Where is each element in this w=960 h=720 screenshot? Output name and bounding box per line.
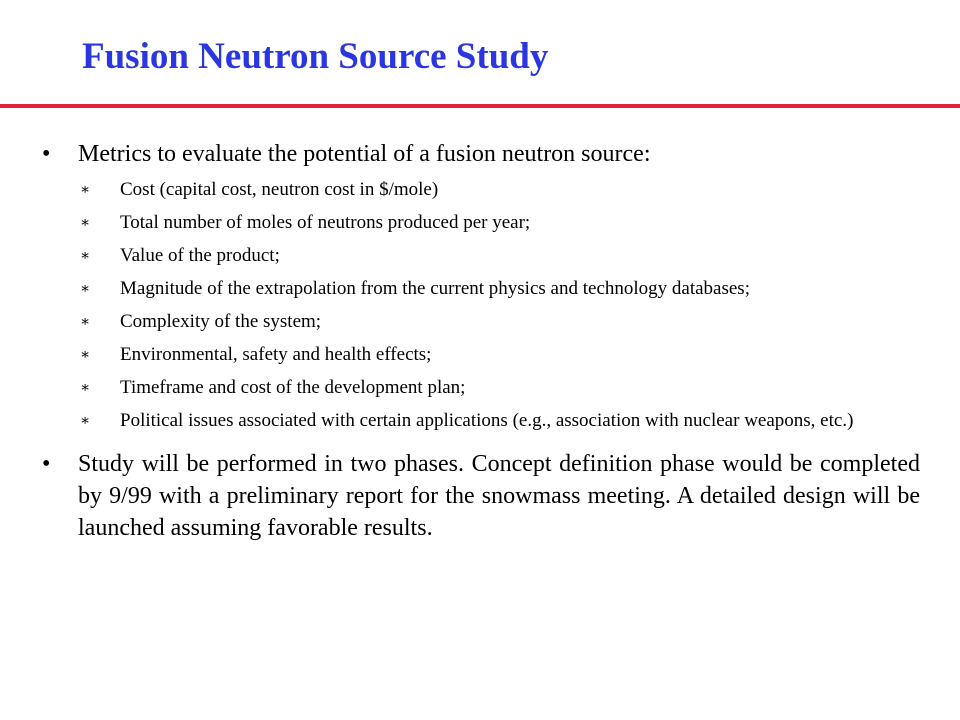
slide-content — [40, 138, 920, 544]
sub-bullet-text: Timeframe and cost of the development plan; — [120, 377, 466, 398]
slide-title: Fusion Neutron Source Study — [82, 36, 549, 77]
sub-bullet-text: Magnitude of the extrapolation from the current physics and technology databases; — [120, 278, 750, 299]
sub-bullet-marker: ∗ — [80, 248, 91, 264]
bullet-item — [40, 448, 920, 544]
sub-bullet-text: Political issues associated with certain applications (e.g., association with nuclear weapons, etc.) — [120, 410, 854, 431]
sub-bullet-item — [40, 408, 920, 434]
bullet-item — [40, 138, 920, 170]
sub-bullet-marker: ∗ — [80, 347, 91, 363]
sub-bullet-text: Complexity of the system; — [120, 311, 322, 332]
title-divider — [0, 104, 960, 108]
sub-bullet-item — [40, 210, 920, 236]
bullet-marker: • — [42, 141, 51, 167]
sub-bullet-item — [40, 243, 920, 269]
sub-bullet-item — [40, 375, 920, 401]
sub-bullet-marker: ∗ — [80, 380, 91, 396]
sub-bullet-marker: ∗ — [80, 314, 91, 330]
sub-bullet-text: Total number of moles of neutrons produced per year; — [120, 212, 531, 233]
sub-bullet-marker: ∗ — [80, 413, 91, 429]
sub-bullet-item — [40, 342, 920, 368]
sub-bullet-marker: ∗ — [80, 182, 91, 198]
sub-bullet-item — [40, 177, 920, 203]
bullet-marker: • — [42, 451, 51, 477]
bullet-text: Study will be performed in two phases. Concept definition phase would be completed by 9/99 with a preliminary report for the snowmass meeting. A detailed design will be launched assuming favorable results. — [78, 451, 920, 541]
sub-bullet-text: Value of the product; — [120, 245, 280, 266]
sub-bullet-text: Cost (capital cost, neutron cost in $/mole) — [120, 179, 439, 200]
sub-bullet-text: Environmental, safety and health effects; — [120, 344, 432, 365]
bullet-text: Metrics to evaluate the potential of a fusion neutron source: — [78, 141, 651, 167]
sub-bullet-item — [40, 309, 920, 335]
sub-bullet-marker: ∗ — [80, 215, 91, 231]
sub-bullet-marker: ∗ — [80, 281, 91, 297]
sub-bullet-item — [40, 276, 920, 302]
sub-bullet-list — [40, 177, 920, 434]
